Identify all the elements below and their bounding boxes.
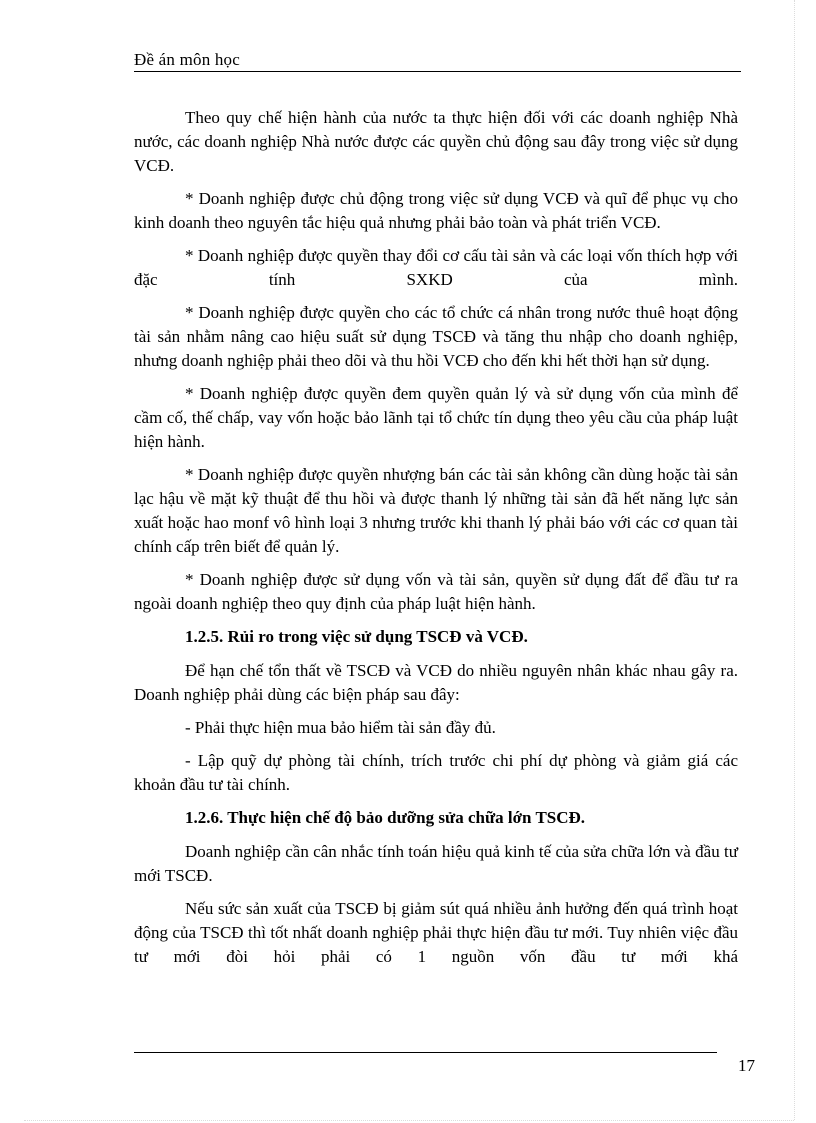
paragraph: * Doanh nghiệp được quyền thay đổi cơ cấu tài sản và các loại vốn thích hợp với đặc tính SXKD của mình. bbox=[134, 246, 738, 289]
paragraph: Doanh nghiệp cần cân nhắc tính toán hiệu quả kinh tế của sửa chữa lớn và đầu tư mới TSCĐ. bbox=[134, 842, 738, 885]
header-title: Đề án môn học bbox=[134, 50, 240, 69]
paragraph: * Doanh nghiệp được quyền cho các tổ chức cá nhân trong nước thuê hoạt động tài sản nhằm nâng cao hiệu suất sử dụng TSCĐ và tăng thu nhập cho doanh nghiệp, nhưng doanh nghiệp phải theo dõi và thu hồi VCĐ cho đến khi hết thời hạn sử dụng. bbox=[134, 303, 738, 370]
paragraph: Nếu sức sản xuất của TSCĐ bị giảm sút quá nhiều ảnh hưởng đến quá trình hoạt động của TSCĐ thì tốt nhất doanh nghiệp phải thực hiện đầu tư mới. Tuy nhiên việc đầu tư mới đòi hỏi phải có 1 nguồn vốn đầu tư mới khá bbox=[134, 899, 738, 966]
header-divider bbox=[134, 71, 741, 72]
paragraph: * Doanh nghiệp được chủ động trong việc sử dụng VCĐ và quĩ để phục vụ cho kinh doanh theo nguyên tắc hiệu quả nhưng phải bảo toàn và phát triển VCĐ. bbox=[134, 189, 738, 232]
paragraph: * Doanh nghiệp được quyền đem quyền quản lý và sử dụng vốn của mình để cầm cố, thế chấp, vay vốn hoặc bảo lãnh tại tổ chức tín dụng theo yêu cầu của pháp luật hiện hành. bbox=[134, 384, 738, 451]
paragraph: * Doanh nghiệp được quyền nhượng bán các tài sản không cần dùng hoặc tài sản lạc hậu về mặt kỹ thuật để thu hồi và được thanh lý những tài sản đã hết năng lực sản xuất hoặc hao monf vô hình loại 3 nhưng trước khi thanh lý phải báo với các cơ quan tài chính cấp trên biết để quản lý. bbox=[134, 465, 738, 556]
paragraph: - Phải thực hiện mua bảo hiểm tài sản đầy đủ. bbox=[185, 718, 496, 737]
footer-divider bbox=[134, 1052, 717, 1053]
paragraph: - Lập quỹ dự phòng tài chính, trích trước chi phí dự phòng và giảm giá các khoản đầu tư tài chính. bbox=[134, 751, 738, 794]
paragraph: Theo quy chế hiện hành của nước ta thực hiện đối với các doanh nghiệp Nhà nước, các doanh nghiệp Nhà nước được các quyền chủ động sau đây trong việc sử dụng VCĐ. bbox=[134, 108, 738, 175]
paragraph: Để hạn chế tổn thất về TSCĐ và VCĐ do nhiều nguyên nhân khác nhau gây ra. Doanh nghiệp phải dùng các biện pháp sau đây: bbox=[134, 661, 738, 704]
page-number: 17 bbox=[738, 1056, 755, 1075]
document-body bbox=[134, 106, 738, 978]
section-heading: 1.2.6. Thực hiện chế độ bảo dưỡng sửa chữa lớn TSCĐ. bbox=[185, 808, 586, 827]
paragraph: * Doanh nghiệp được sử dụng vốn và tài sản, quyền sử dụng đất để đầu tư ra ngoài doanh nghiệp theo quy định của pháp luật hiện hành. bbox=[134, 570, 738, 613]
page-edge-right bbox=[794, 0, 795, 1120]
page-edge-bottom bbox=[24, 1120, 794, 1121]
section-heading: 1.2.5. Rủi ro trong việc sử dụng TSCĐ và VCĐ. bbox=[185, 627, 528, 646]
